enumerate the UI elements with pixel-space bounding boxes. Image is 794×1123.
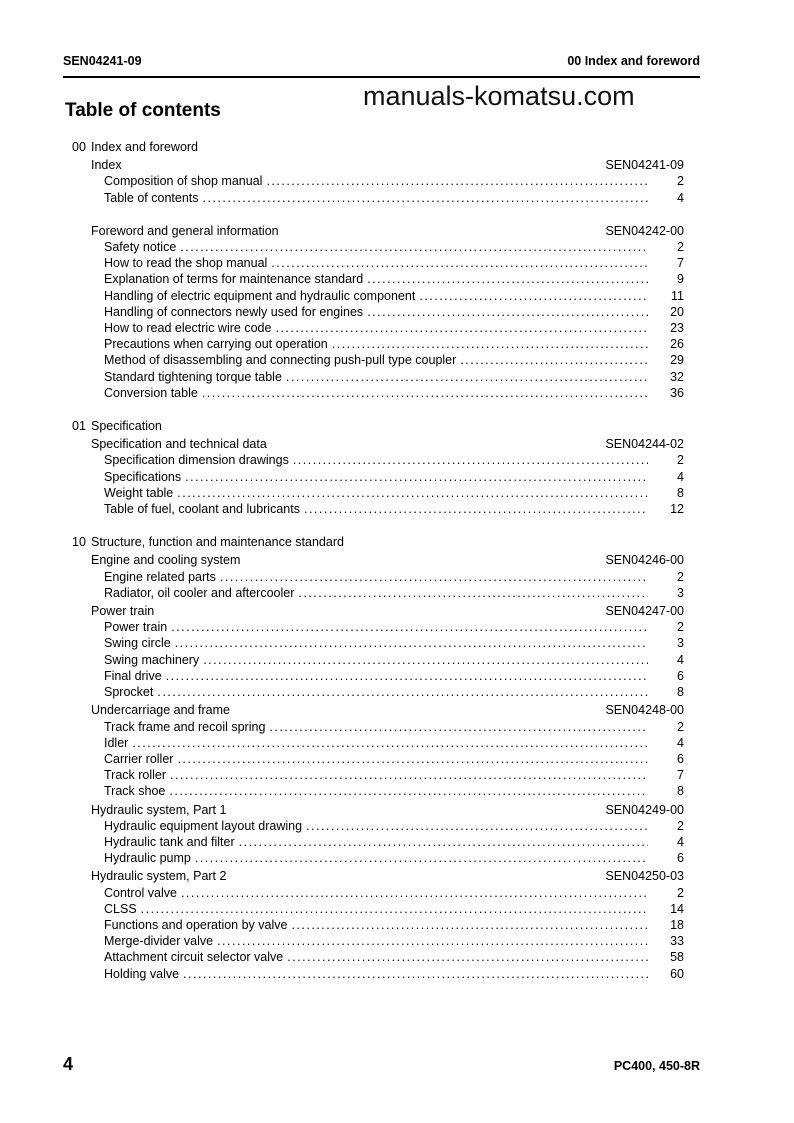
toc-entry bbox=[104, 239, 684, 255]
toc-entry-page-number: 2 bbox=[677, 569, 684, 584]
toc-entry-title: Track roller bbox=[104, 768, 167, 783]
toc-entry-page-number: 60 bbox=[670, 966, 684, 981]
toc-entry-page-number: 6 bbox=[677, 668, 684, 683]
toc-entry-page-number: 8 bbox=[677, 685, 684, 700]
dot-leader bbox=[177, 751, 648, 767]
toc-entry-page-number: 36 bbox=[670, 385, 684, 400]
toc-group-doc-code: SEN04242-00 bbox=[605, 223, 684, 238]
toc-entry bbox=[104, 933, 684, 949]
toc-entry-page-number: 8 bbox=[677, 485, 684, 500]
toc-entry bbox=[104, 751, 684, 767]
toc-entry-page-number: 6 bbox=[677, 751, 684, 766]
dot-leader bbox=[141, 901, 648, 917]
header-section-title: 00 Index and foreword bbox=[567, 54, 700, 68]
toc-section-title: Specification bbox=[91, 419, 162, 434]
toc-entry bbox=[104, 320, 684, 336]
dot-leader bbox=[460, 352, 648, 368]
toc-entry bbox=[104, 901, 684, 917]
dot-leader bbox=[185, 469, 648, 485]
toc-group-entries bbox=[104, 619, 684, 700]
dot-leader bbox=[287, 949, 648, 965]
dot-leader bbox=[266, 173, 648, 189]
toc-entry-title: Radiator, oil cooler and aftercooler bbox=[104, 585, 295, 600]
toc-entry-page-number: 32 bbox=[670, 369, 684, 384]
toc-entry-title: Idler bbox=[104, 735, 129, 750]
footer-model-name: PC400, 450-8R bbox=[613, 1059, 700, 1073]
toc-entry-page-number: 7 bbox=[677, 256, 684, 271]
toc-entry-title: Power train bbox=[104, 620, 168, 635]
toc-entry-title: Carrier roller bbox=[104, 751, 174, 766]
toc-entry-page-number: 2 bbox=[677, 240, 684, 255]
toc-entry-page-number: 4 bbox=[677, 190, 684, 205]
toc-entry bbox=[104, 818, 684, 834]
toc-entry-title: Sprocket bbox=[104, 685, 154, 700]
dot-leader bbox=[170, 767, 648, 783]
toc-entry bbox=[104, 501, 684, 517]
toc-entry bbox=[104, 352, 684, 368]
dot-leader bbox=[271, 255, 648, 271]
toc-entry-title: Table of contents bbox=[104, 190, 199, 205]
toc-entry-page-number: 23 bbox=[670, 321, 684, 336]
header-doc-code: SEN04241-09 bbox=[63, 54, 142, 68]
dot-leader bbox=[203, 652, 648, 668]
toc-entry bbox=[104, 452, 684, 468]
dot-leader bbox=[202, 385, 648, 401]
toc-group-title: Hydraulic system, Part 2 bbox=[91, 869, 227, 884]
dot-leader bbox=[169, 783, 648, 799]
toc-entry-title: Conversion table bbox=[104, 385, 198, 400]
toc-section-number: 10 bbox=[72, 535, 86, 550]
toc-entry-page-number: 18 bbox=[670, 917, 684, 932]
toc-entry bbox=[104, 369, 684, 385]
toc-entry-page-number: 4 bbox=[677, 652, 684, 667]
toc-entry-page-number: 2 bbox=[677, 719, 684, 734]
toc-entry bbox=[104, 469, 684, 485]
toc-section-number: 01 bbox=[72, 419, 86, 434]
toc-group-entries bbox=[104, 239, 684, 401]
dot-leader bbox=[306, 818, 648, 834]
toc-entry-page-number: 2 bbox=[677, 174, 684, 189]
toc-entry bbox=[104, 834, 684, 850]
toc-group bbox=[91, 802, 684, 867]
toc-section-groups bbox=[91, 436, 684, 517]
toc-entry bbox=[104, 949, 684, 965]
toc-entry-title: Handling of connectors newly used for engines bbox=[104, 304, 364, 319]
toc-entry bbox=[104, 385, 684, 401]
dot-leader bbox=[157, 684, 648, 700]
toc-entry bbox=[104, 336, 684, 352]
dot-leader bbox=[291, 917, 648, 933]
toc-section bbox=[72, 139, 684, 401]
toc-section bbox=[72, 418, 684, 517]
dot-leader bbox=[217, 933, 648, 949]
toc-section-title: Structure, function and maintenance standard bbox=[91, 535, 344, 550]
toc-entry-title: Hydraulic tank and filter bbox=[104, 834, 235, 849]
toc-entry-title: Hydraulic pump bbox=[104, 851, 191, 866]
toc-entry-page-number: 26 bbox=[670, 337, 684, 352]
page-header bbox=[63, 54, 700, 78]
toc-entry bbox=[104, 719, 684, 735]
toc-group-doc-code: SEN04246-00 bbox=[605, 553, 684, 568]
dot-leader bbox=[304, 501, 648, 517]
toc-entry-title: How to read electric wire code bbox=[104, 321, 272, 336]
toc-entry bbox=[104, 173, 684, 189]
toc-entry bbox=[104, 288, 684, 304]
toc-group-entries bbox=[104, 569, 684, 601]
toc-entry-title: Precautions when carrying out operation bbox=[104, 337, 328, 352]
dot-leader bbox=[419, 288, 648, 304]
toc-group bbox=[91, 603, 684, 700]
dot-leader bbox=[195, 850, 648, 866]
toc-group bbox=[91, 552, 684, 601]
toc-entry-title: Table of fuel, coolant and lubricants bbox=[104, 502, 300, 517]
toc-entry-title: Swing circle bbox=[104, 636, 171, 651]
toc-entry-page-number: 14 bbox=[670, 901, 684, 916]
toc-entry bbox=[104, 569, 684, 585]
page-footer bbox=[63, 1054, 700, 1075]
toc-entry bbox=[104, 767, 684, 783]
toc-entry bbox=[104, 783, 684, 799]
toc-entry-title: Swing machinery bbox=[104, 652, 200, 667]
toc-entry-title: Weight table bbox=[104, 485, 174, 500]
toc-entry-page-number: 6 bbox=[677, 851, 684, 866]
toc-group-title: Specification and technical data bbox=[91, 437, 267, 452]
toc-group-heading bbox=[91, 702, 684, 718]
toc-group-title: Foreword and general information bbox=[91, 223, 279, 238]
toc-entry-title: Standard tightening torque table bbox=[104, 369, 282, 384]
toc-entry-title: Control valve bbox=[104, 885, 177, 900]
toc-entry bbox=[104, 585, 684, 601]
toc-entry-title: Specifications bbox=[104, 469, 182, 484]
toc-group-heading bbox=[91, 436, 684, 452]
toc-entry-title: Explanation of terms for maintenance standard bbox=[104, 272, 364, 287]
toc-entry-title: Merge-divider valve bbox=[104, 934, 214, 949]
toc-group-entries bbox=[104, 719, 684, 800]
dot-leader bbox=[132, 735, 648, 751]
toc-group-entries bbox=[104, 452, 684, 517]
dot-leader bbox=[367, 271, 648, 287]
toc-entry-title: Attachment circuit selector valve bbox=[104, 950, 284, 965]
toc-section-heading bbox=[72, 139, 684, 155]
dot-leader bbox=[181, 885, 648, 901]
toc-entry-page-number: 33 bbox=[670, 934, 684, 949]
dot-leader bbox=[286, 369, 648, 385]
toc-group-doc-code: SEN04244-02 bbox=[605, 437, 684, 452]
toc-entry-title: CLSS bbox=[104, 901, 137, 916]
toc-entry-page-number: 12 bbox=[670, 502, 684, 517]
toc-entry-title: Engine related parts bbox=[104, 569, 216, 584]
toc-entry bbox=[104, 885, 684, 901]
dot-leader bbox=[183, 966, 648, 982]
toc-entry bbox=[104, 635, 684, 651]
dot-leader bbox=[175, 635, 648, 651]
watermark-text: manuals-komatsu.com bbox=[363, 81, 635, 111]
toc-group-heading bbox=[91, 603, 684, 619]
toc-entry-page-number: 2 bbox=[677, 453, 684, 468]
toc-entry-title: Specification dimension drawings bbox=[104, 453, 289, 468]
toc-section-groups bbox=[91, 552, 684, 981]
toc-entry bbox=[104, 619, 684, 635]
toc-group-title: Power train bbox=[91, 604, 155, 619]
toc-group-entries bbox=[104, 885, 684, 982]
toc-entry-title: Hydraulic equipment layout drawing bbox=[104, 818, 303, 833]
dot-leader bbox=[239, 834, 648, 850]
toc-group-heading bbox=[91, 552, 684, 568]
toc-entry bbox=[104, 668, 684, 684]
toc-group-title: Index bbox=[91, 158, 122, 173]
toc-entry-title: Holding valve bbox=[104, 966, 180, 981]
toc-group-heading bbox=[91, 157, 684, 173]
toc-entry bbox=[104, 190, 684, 206]
dot-leader bbox=[298, 585, 648, 601]
toc-entry-title: Track frame and recoil spring bbox=[104, 719, 266, 734]
toc-entry-page-number: 2 bbox=[677, 885, 684, 900]
toc-entry bbox=[104, 684, 684, 700]
toc-group-doc-code: SEN04249-00 bbox=[605, 802, 684, 817]
toc-entry-page-number: 2 bbox=[677, 818, 684, 833]
dot-leader bbox=[220, 569, 648, 585]
toc-section-groups bbox=[91, 157, 684, 401]
toc-entry-title: Method of disassembling and connecting push-pull type coupler bbox=[104, 353, 457, 368]
toc-group-doc-code: SEN04248-00 bbox=[605, 703, 684, 718]
toc-group-doc-code: SEN04247-00 bbox=[605, 604, 684, 619]
toc-entry-page-number: 20 bbox=[670, 304, 684, 319]
toc-entry bbox=[104, 255, 684, 271]
page-title: Table of contents bbox=[65, 100, 221, 121]
toc-group-doc-code: SEN04241-09 bbox=[605, 158, 684, 173]
toc-entry bbox=[104, 917, 684, 933]
toc-entry-title: How to read the shop manual bbox=[104, 256, 268, 271]
toc-entry-page-number: 7 bbox=[677, 768, 684, 783]
toc-entry-page-number: 4 bbox=[677, 834, 684, 849]
dot-leader bbox=[171, 619, 648, 635]
toc-group-entries bbox=[104, 173, 684, 205]
toc-entry-title: Final drive bbox=[104, 668, 162, 683]
dot-leader bbox=[180, 239, 648, 255]
dot-leader bbox=[332, 336, 648, 352]
toc-section-heading bbox=[72, 534, 684, 550]
toc-group-title: Undercarriage and frame bbox=[91, 703, 230, 718]
toc-entry-title: Track shoe bbox=[104, 784, 166, 799]
dot-leader bbox=[367, 304, 648, 320]
toc-entry bbox=[104, 304, 684, 320]
toc-group-title: Engine and cooling system bbox=[91, 553, 241, 568]
dot-leader bbox=[203, 190, 648, 206]
toc-group-entries bbox=[104, 818, 684, 867]
toc-entry-page-number: 4 bbox=[677, 735, 684, 750]
toc-group bbox=[91, 436, 684, 517]
dot-leader bbox=[177, 485, 648, 501]
toc-entry-page-number: 58 bbox=[670, 950, 684, 965]
toc-section-title: Index and foreword bbox=[91, 140, 199, 154]
toc-group-heading bbox=[91, 802, 684, 818]
toc-entry-title: Composition of shop manual bbox=[104, 174, 263, 189]
toc-entry bbox=[104, 485, 684, 501]
toc-section bbox=[72, 534, 684, 981]
toc-entry-page-number: 9 bbox=[677, 272, 684, 287]
toc-group-heading bbox=[91, 223, 684, 239]
table-of-contents bbox=[72, 139, 684, 982]
toc-group-title: Hydraulic system, Part 1 bbox=[91, 802, 227, 817]
toc-group bbox=[91, 157, 684, 206]
toc-entry bbox=[104, 735, 684, 751]
toc-group bbox=[91, 702, 684, 799]
toc-entry bbox=[104, 966, 684, 982]
dot-leader bbox=[269, 719, 648, 735]
dot-leader bbox=[293, 452, 648, 468]
footer-page-number: 4 bbox=[63, 1054, 74, 1074]
toc-entry-page-number: 3 bbox=[677, 585, 684, 600]
toc-entry-page-number: 11 bbox=[671, 288, 684, 303]
toc-entry bbox=[104, 271, 684, 287]
toc-entry-title: Functions and operation by valve bbox=[104, 917, 288, 932]
toc-group-heading bbox=[91, 868, 684, 884]
toc-section-number: 00 bbox=[72, 140, 86, 154]
toc-group bbox=[91, 868, 684, 981]
toc-entry-page-number: 29 bbox=[670, 353, 684, 368]
toc-entry bbox=[104, 652, 684, 668]
dot-leader bbox=[275, 320, 648, 336]
toc-group-doc-code: SEN04250-03 bbox=[605, 869, 684, 884]
toc-entry-page-number: 2 bbox=[677, 620, 684, 635]
toc-entry-title: Safety notice bbox=[104, 240, 177, 255]
toc-entry-page-number: 8 bbox=[677, 784, 684, 799]
toc-section-heading bbox=[72, 418, 684, 434]
dot-leader bbox=[166, 668, 648, 684]
toc-entry-title: Handling of electric equipment and hydraulic component bbox=[104, 288, 416, 303]
toc-entry-page-number: 3 bbox=[677, 636, 684, 651]
toc-entry bbox=[104, 850, 684, 866]
toc-group bbox=[91, 223, 684, 401]
toc-entry-page-number: 4 bbox=[677, 469, 684, 484]
